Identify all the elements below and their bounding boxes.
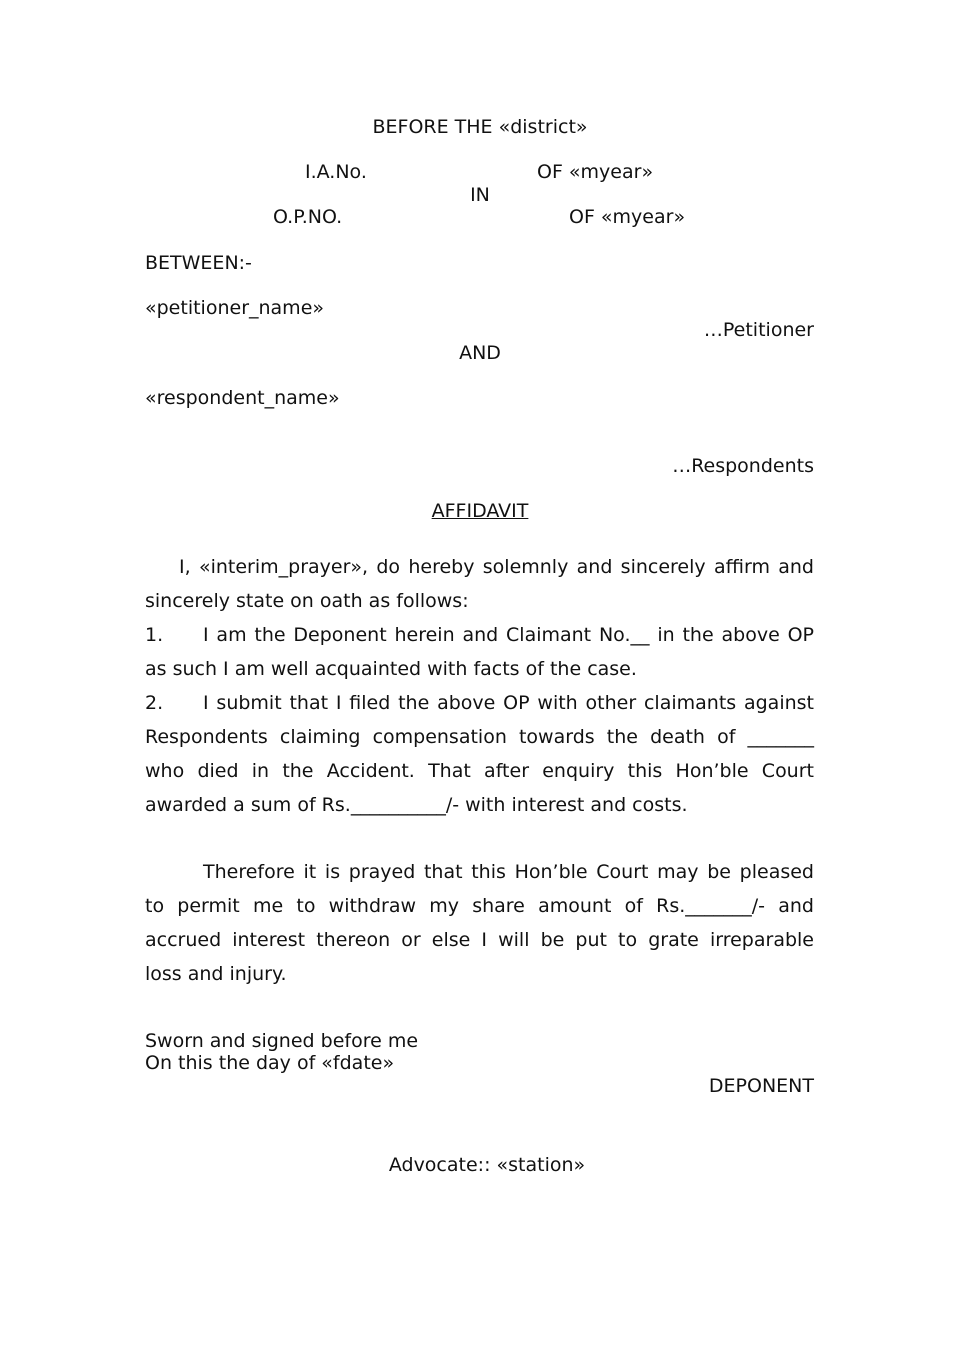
- in-label: IN: [470, 184, 490, 206]
- respondent-name: «respondent_name»: [145, 387, 340, 409]
- intro-line-1: I, «interim_prayer», do hereby solemnly and sincerely affirm and: [179, 556, 814, 578]
- affidavit-title-text: AFFIDAVIT: [431, 500, 529, 522]
- op-year-label: OF «myear»: [569, 206, 686, 228]
- and-label: AND: [459, 342, 501, 364]
- point-1-number: 1.: [145, 624, 164, 646]
- sworn-line: Sworn and signed before me: [145, 1030, 419, 1052]
- point-2-line-1: I submit that I filed the above OP with other claimants against: [203, 692, 814, 714]
- point-1-line-1: I am the Deponent herein and Claimant No.__ in the above OP: [203, 624, 814, 646]
- intro-line-2: sincerely state on oath as follows:: [145, 590, 469, 612]
- point-1-line-2: as such I am well acquainted with facts of the case.: [145, 658, 637, 680]
- petitioner-role: …Petitioner: [703, 319, 814, 341]
- prayer-line-4: loss and injury.: [145, 963, 287, 985]
- point-2-paragraph: [145, 686, 814, 822]
- deponent-label: DEPONENT: [708, 1075, 814, 1097]
- ia-year-label: OF «myear»: [537, 161, 654, 183]
- prayer-paragraph: [145, 855, 814, 991]
- point-1-paragraph: [145, 618, 814, 686]
- point-2-number: 2.: [145, 692, 164, 714]
- point-2-line-2: Respondents claiming compensation towards the death of _______: [145, 726, 814, 748]
- day-line: On this the day of «fdate»: [145, 1052, 395, 1074]
- prayer-line-1: Therefore it is prayed that this Hon’ble Court may be pleased: [203, 861, 814, 883]
- intro-paragraph: [145, 550, 814, 618]
- affidavit-title: [0, 500, 960, 522]
- court-heading: BEFORE THE «district»: [372, 116, 588, 138]
- petitioner-name: «petitioner_name»: [145, 297, 325, 319]
- respondent-role: …Respondents: [672, 455, 814, 477]
- op-number-label: O.P.NO.: [273, 206, 343, 228]
- prayer-line-2: to permit me to withdraw my share amount of Rs._______/- and: [145, 895, 814, 917]
- point-2-line-4: awarded a sum of Rs.__________/- with interest and costs.: [145, 794, 688, 816]
- point-2-line-3: who died in the Accident. That after enquiry this Hon’ble Court: [145, 760, 814, 782]
- advocate-line: Advocate:: «station»: [388, 1154, 586, 1176]
- between-label: BETWEEN:-: [145, 252, 252, 274]
- ia-number-label: I.A.No.: [305, 161, 367, 183]
- prayer-line-3: accrued interest thereon or else I will be put to grate irreparable: [145, 929, 814, 951]
